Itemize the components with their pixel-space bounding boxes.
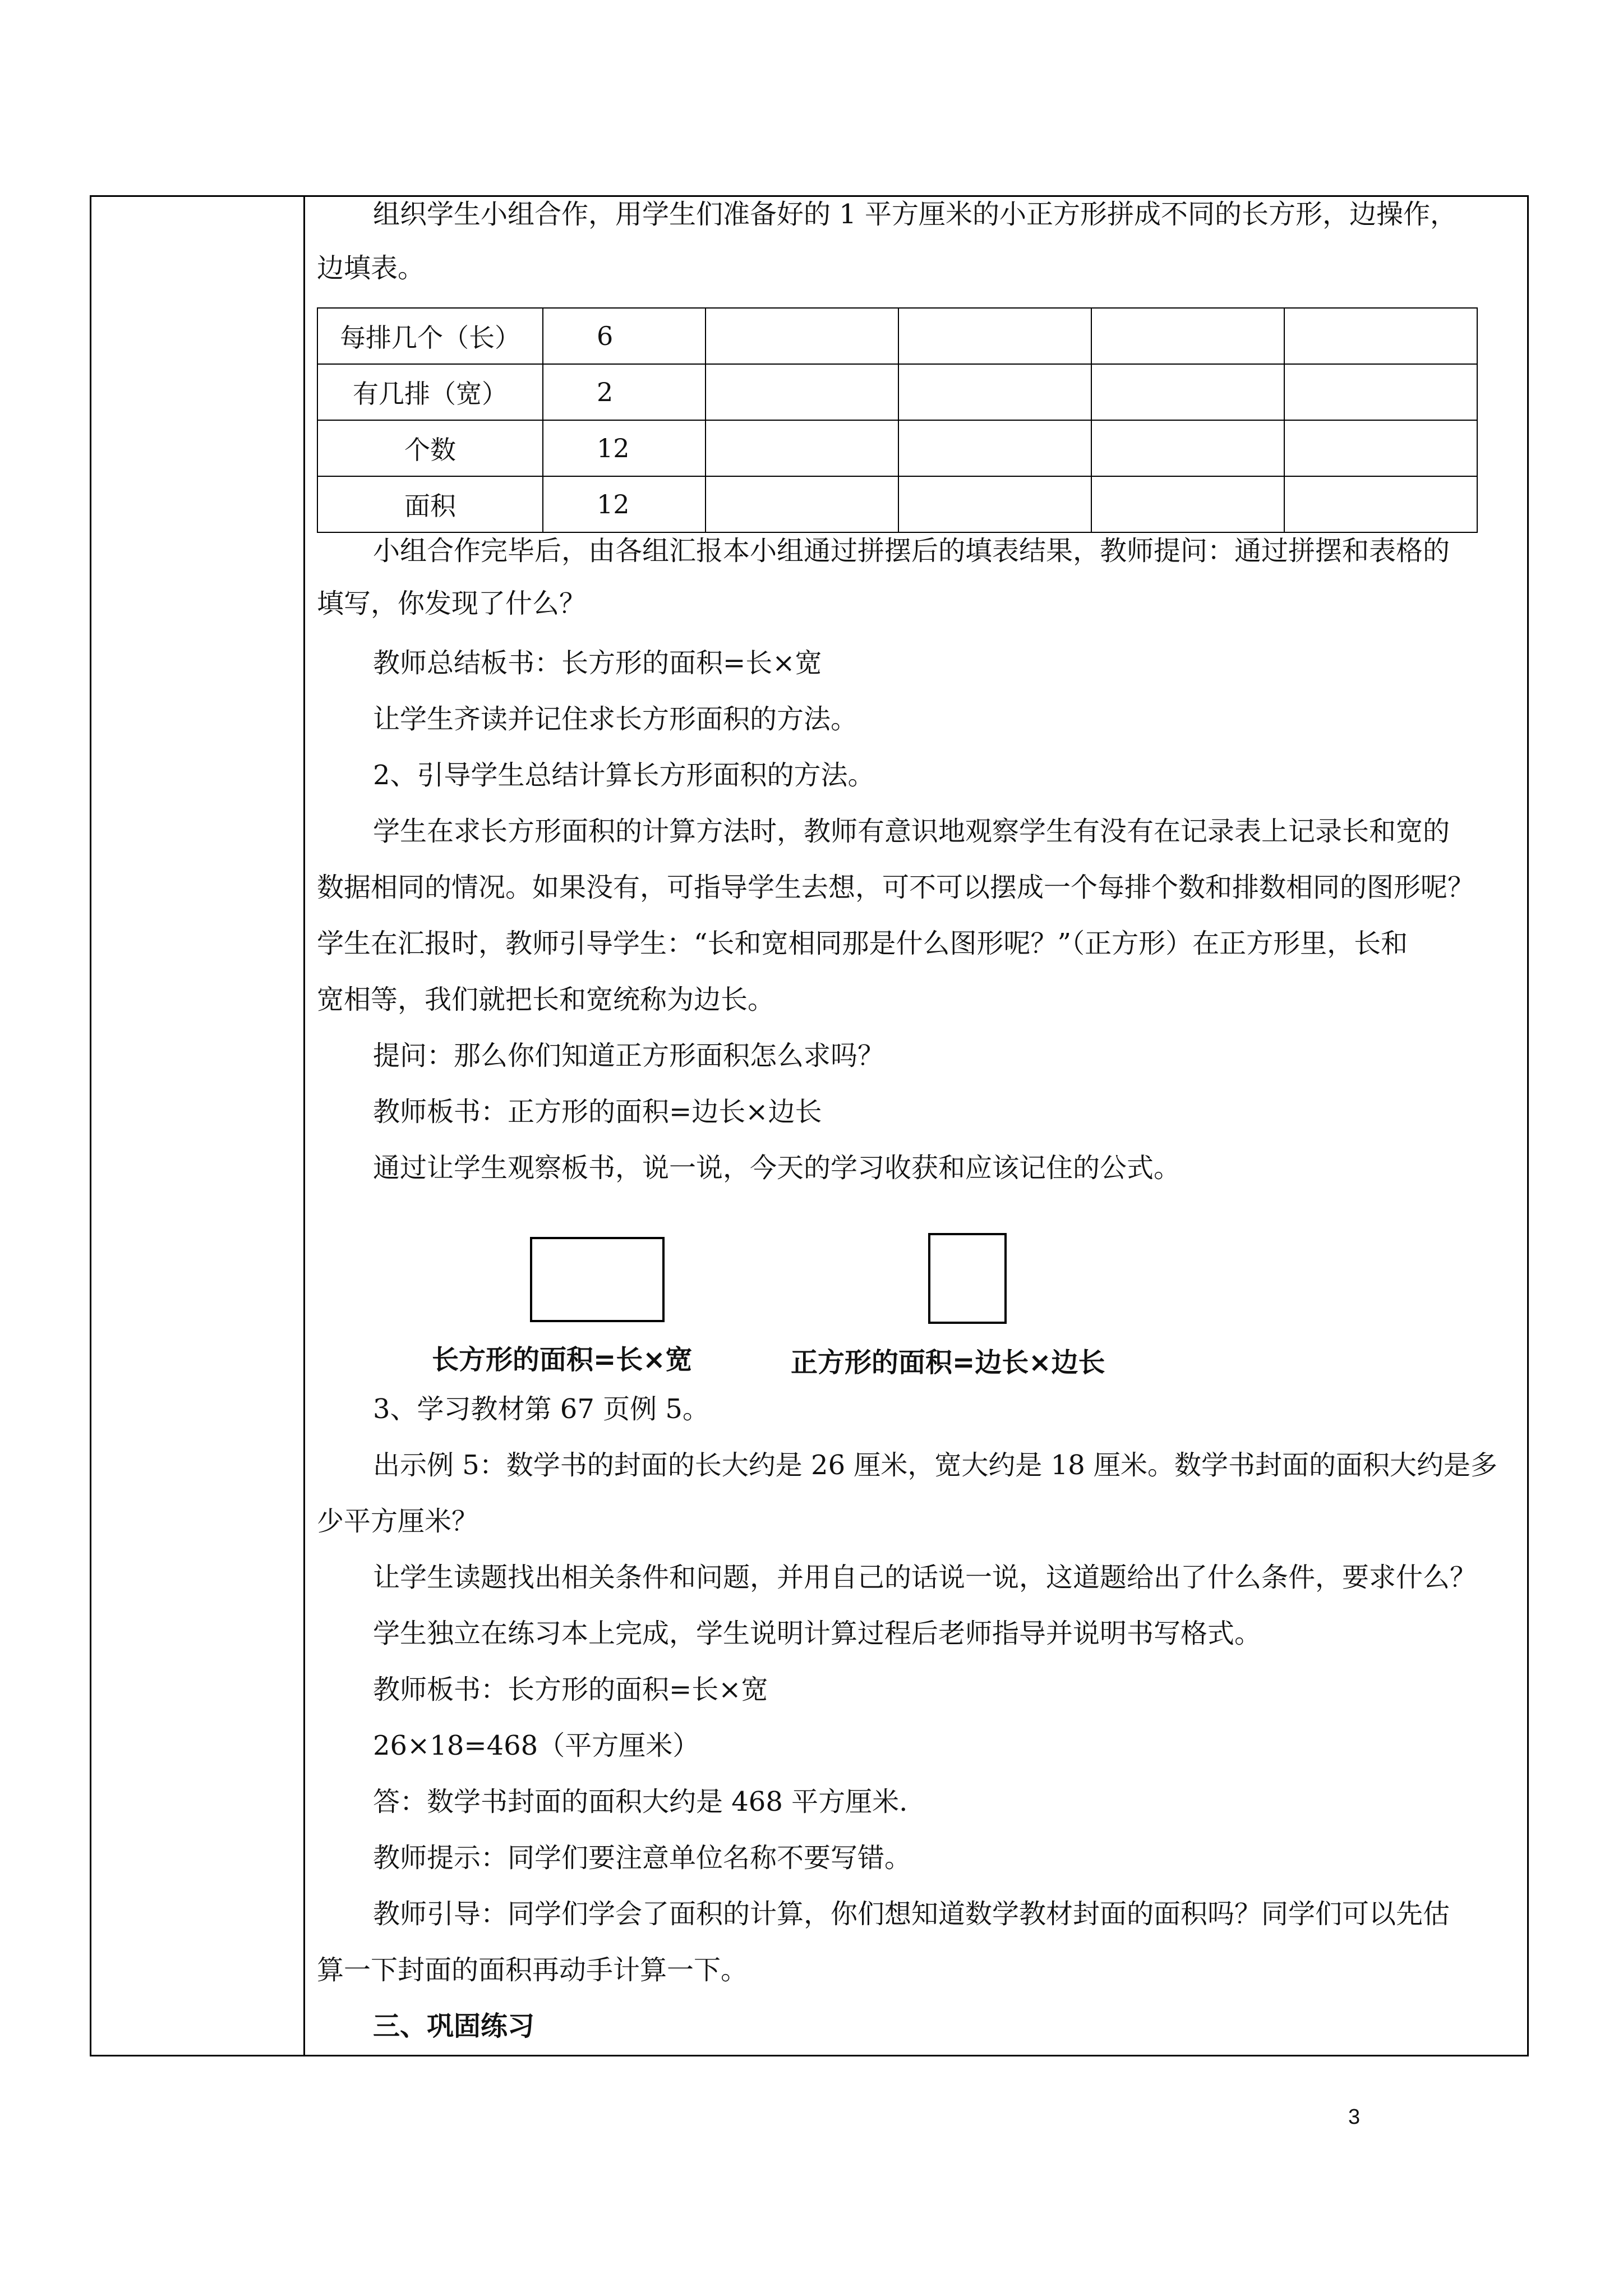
paragraph-group-work: 组织学生小组合作，用学生们准备好的 1 平方厘米的小正方形拼成不同的长方形，边操作， bbox=[373, 199, 1458, 230]
empty-cell bbox=[1284, 364, 1477, 420]
paragraph-board-formula: 教师板书：长方形的面积=长×宽 bbox=[373, 1674, 768, 1705]
paragraph-calculation: 26×18=468（平方厘米） bbox=[373, 1730, 700, 1761]
paragraph-independent-work: 学生独立在练习本上完成，学生说明计算过程后老师指导并说明书写格式。 bbox=[373, 1618, 1262, 1649]
paragraph-summary: 通过让学生观察板书，说一说，今天的学习收获和应该记住的公式。 bbox=[373, 1152, 1181, 1184]
paragraph-observe-cont-1: 数据相同的情况。如果没有，可指导学生去想，可不可以摆成一个每排个数和排数相同的图形呢？ bbox=[317, 872, 1475, 903]
paragraph-report-cont: 填写，你发现了什么？ bbox=[317, 588, 587, 619]
paragraph-observe: 学生在求长方形面积的计算方法时，教师有意识地观察学生有没有在记录表上记录长和宽的 bbox=[373, 816, 1450, 847]
table-row bbox=[317, 420, 1477, 476]
square-figure bbox=[928, 1233, 1007, 1324]
rectangle-figure bbox=[530, 1237, 665, 1322]
fill-in-table bbox=[317, 307, 1478, 533]
row-header: 面积 bbox=[317, 476, 543, 532]
row-header: 每排几个（长） bbox=[317, 308, 543, 364]
section-heading-practice: 三、巩固练习 bbox=[373, 2010, 535, 2042]
empty-cell bbox=[706, 308, 898, 364]
column-divider bbox=[303, 197, 305, 2055]
row-value: 12 bbox=[543, 420, 706, 476]
empty-cell bbox=[1091, 308, 1284, 364]
paragraph-observe-cont-2: 学生在汇报时，教师引导学生：“长和宽相同那是什么图形呢？”（正方形）在正方形里，长和 bbox=[317, 928, 1408, 959]
paragraph-group-work-cont: 边填表。 bbox=[317, 252, 425, 284]
row-header: 个数 bbox=[317, 420, 543, 476]
table-row bbox=[317, 364, 1477, 420]
paragraph-observe-cont-3: 宽相等，我们就把长和宽统称为边长。 bbox=[317, 984, 775, 1015]
empty-cell bbox=[1284, 420, 1477, 476]
paragraph-section-3: 3、学习教材第 67 页例 5。 bbox=[373, 1393, 709, 1425]
paragraph-read-aloud: 让学生齐读并记住求长方形面积的方法。 bbox=[373, 703, 858, 735]
empty-cell bbox=[1091, 476, 1284, 532]
paragraph-example-5-cont: 少平方厘米？ bbox=[317, 1506, 479, 1537]
paragraph-rect-formula: 教师总结板书：长方形的面积=长×宽 bbox=[373, 647, 822, 679]
empty-cell bbox=[898, 364, 1091, 420]
paragraph-square-formula: 教师板书：正方形的面积=边长×边长 bbox=[373, 1096, 822, 1128]
paragraph-answer: 答：数学书封面的面积大约是 468 平方厘米. bbox=[373, 1786, 908, 1818]
empty-cell bbox=[1284, 308, 1477, 364]
paragraph-report: 小组合作完毕后，由各组汇报本小组通过拼摆后的填表结果，教师提问：通过拼摆和表格的 bbox=[373, 535, 1450, 567]
paragraph-guidance: 教师引导：同学们学会了面积的计算，你们想知道数学教材封面的面积吗？同学们可以先估 bbox=[373, 1898, 1450, 1930]
empty-cell bbox=[706, 476, 898, 532]
square-caption: 正方形的面积=边长×边长 bbox=[791, 1347, 1105, 1378]
table-row bbox=[317, 476, 1477, 532]
row-value: 6 bbox=[543, 308, 706, 364]
empty-cell bbox=[898, 420, 1091, 476]
paragraph-guidance-cont: 算一下封面的面积再动手计算一下。 bbox=[317, 1954, 748, 1986]
empty-cell bbox=[898, 308, 1091, 364]
row-header: 有几排（宽） bbox=[317, 364, 543, 420]
row-value: 12 bbox=[543, 476, 706, 532]
empty-cell bbox=[1284, 476, 1477, 532]
paragraph-example-5: 出示例 5：数学书的封面的长大约是 26 厘米，宽大约是 18 厘米。数学书封面的面积大约是多 bbox=[373, 1450, 1497, 1481]
rectangle-caption: 长方形的面积=长×宽 bbox=[432, 1344, 693, 1375]
page-number: 3 bbox=[1348, 2105, 1361, 2129]
empty-cell bbox=[706, 420, 898, 476]
empty-cell bbox=[898, 476, 1091, 532]
empty-cell bbox=[1091, 420, 1284, 476]
paragraph-section-2: 2、引导学生总结计算长方形面积的方法。 bbox=[373, 760, 875, 791]
empty-cell bbox=[706, 364, 898, 420]
table-row bbox=[317, 308, 1477, 364]
row-value: 2 bbox=[543, 364, 706, 420]
empty-cell bbox=[1091, 364, 1284, 420]
paragraph-reminder: 教师提示：同学们要注意单位名称不要写错。 bbox=[373, 1842, 912, 1874]
paragraph-find-conditions: 让学生读题找出相关条件和问题，并用自己的话说一说，这道题给出了什么条件，要求什么？ bbox=[373, 1562, 1477, 1593]
paragraph-question: 提问：那么你们知道正方形面积怎么求吗？ bbox=[373, 1040, 885, 1071]
